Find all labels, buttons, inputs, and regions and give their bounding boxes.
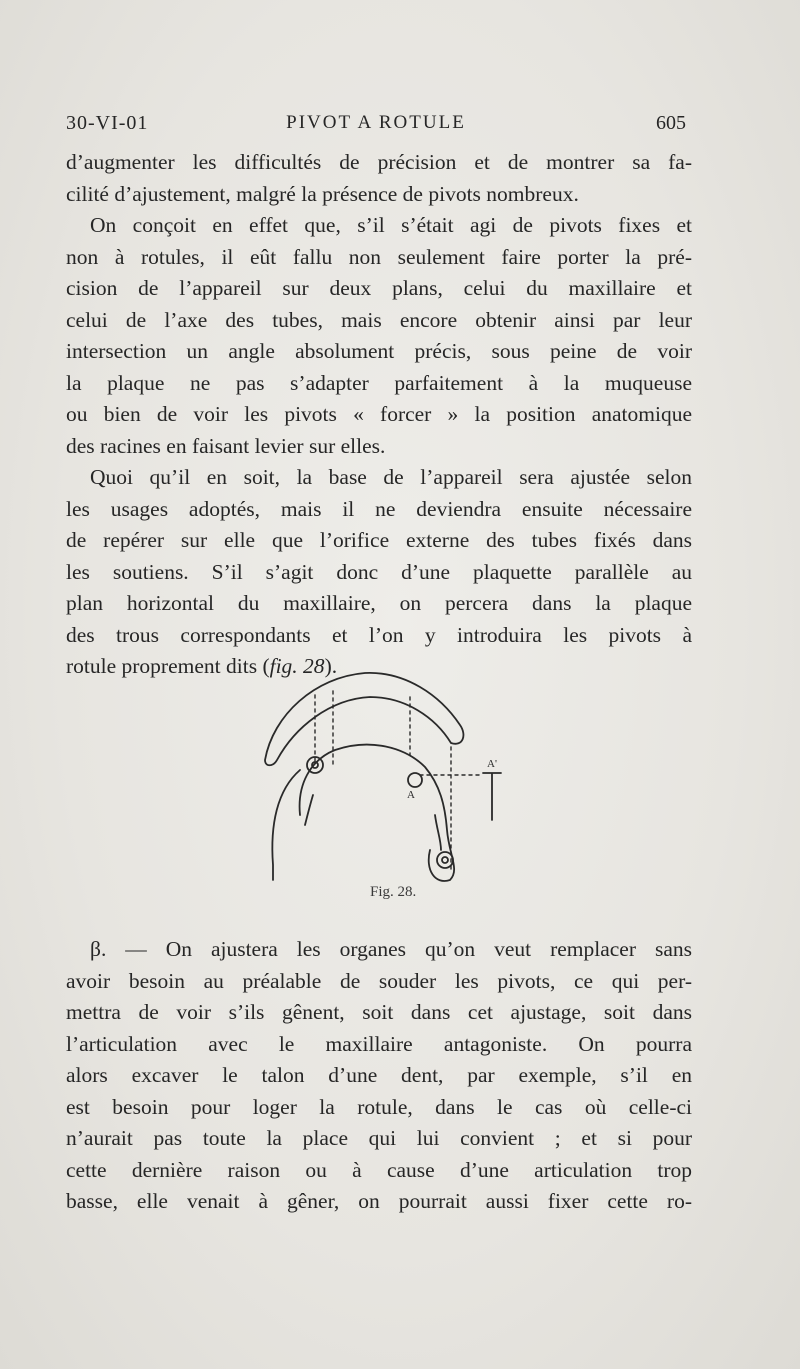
text-line: d’augmenter les difficultés de précision et de montrer sa fa- [66,150,692,174]
text-line: cision de l’appareil sur deux plans, celui du maxillaire et [66,276,692,300]
text-line: rotule proprement dits ( [66,654,270,678]
paragraph-block-1 [66,147,692,683]
text-line: les usages adoptés, mais il ne deviendra ensuite nécessaire [66,496,692,521]
text-line: les soutiens. S’il s’agit donc d’une plaquette parallèle au [66,559,692,584]
text-line: la plaque ne pas s’adapter parfaitement à la muqueuse [66,370,692,395]
figure-caption: Fig. 28. [370,884,417,900]
text-line: des trous correspondants et l’on y introduira les pivots à [66,622,692,647]
figure-label-a-prime: A' [487,758,497,770]
text-line: intersection un angle absolument précis, sous peine de voir [66,339,692,363]
text-line: Quoi qu’il en soit, la base de l’appareil sera ajustée selon [90,465,692,489]
header-date: 30-VI-01 [66,112,149,134]
text-line: celui de l’axe des tubes, mais encore obtenir ainsi par leur [66,307,692,332]
paragraph-block-2 [66,934,692,1218]
text-line: avoir besoin au préalable de souder les pivots, ce qui per- [66,968,692,993]
text-line: est besoin pour loger la rotule, dans le cas où celle-ci [66,1094,692,1119]
text-line: n’aurait pas toute la place qui lui convient ; et si pour [66,1126,692,1150]
text-line: ou bien de voir les pivots « forcer » la position anatomique [66,402,692,426]
text-line: mettra de voir s’ils gênent, soit dans cet ajustage, soit dans [66,1000,692,1024]
text-line: cette dernière raison ou à cause d’une articulation trop [66,1157,692,1182]
text-line: basse, elle venait à gêner, on pourrait aussi fixer cette ro- [66,1189,692,1213]
header-title: PIVOT A ROTULE [286,112,466,133]
text-line: l’articulation avec le maxillaire antagoniste. On pourra [66,1031,692,1056]
figure-reference-end: ). [324,654,338,678]
text-line: On conçoit en effet que, s’il s’était agi de pivots fixes et [90,213,692,237]
page-number: 605 [656,112,686,134]
text-line: non à rotules, il eût fallu non seulement faire porter la pré- [66,244,692,269]
text-line: plan horizontal du maxillaire, on percera dans la plaque [66,591,692,615]
figure-label-a: A [407,789,415,801]
upper-arch [265,673,463,765]
text-line: alors excaver le talon d’une dent, par exemple, s’il en [66,1063,692,1087]
text-line: β. — On ajustera les organes qu’on veut remplacer sans [90,937,692,961]
figure-reference: fig. 28 [269,654,325,678]
running-header [66,112,686,142]
figure-28-drawing [255,655,515,885]
text-line: de repérer sur elle que l’orifice externe des tubes fixés dans [66,528,692,552]
text-line: des racines en faisant levier sur elles. [66,433,386,458]
text-line: cilité d’ajustement, malgré la présence de pivots nombreux. [66,181,579,206]
